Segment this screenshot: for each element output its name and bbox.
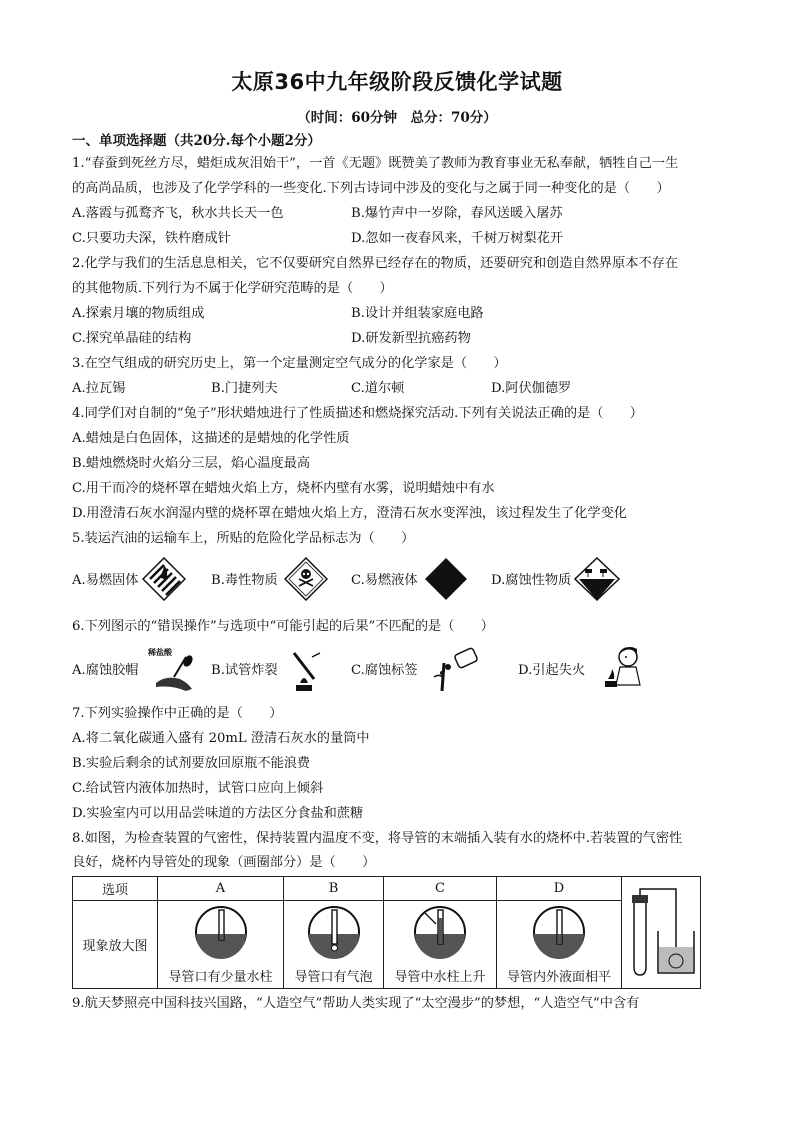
option-c-cell bbox=[384, 901, 497, 989]
q2-stem-line2: 的其他物质.下列行为不属于化学研究范畴的是（ ） bbox=[72, 281, 393, 296]
q8-stem-line2: 良好，烧杯内导管处的现象（画圈部分）是（ ） bbox=[72, 855, 376, 870]
q6-option-c: C.腐蚀标签 bbox=[351, 663, 418, 678]
q6-options-row bbox=[72, 645, 722, 691]
q3-stem: 3.在空气组成的研究历史上，第一个定量测定空气成分的化学家是（ ） bbox=[72, 356, 507, 371]
page-title: 太原36中九年级阶段反馈化学试题 bbox=[231, 70, 563, 94]
q4-option-d: D.用澄清石灰水润湿内壁的烧杯罩在蜡烛火焰上方，澄清石灰水变浑浊，该过程发生了化学变化 bbox=[72, 506, 627, 521]
table-header-cell: 选项 bbox=[73, 877, 158, 901]
apparatus-diagram-cell bbox=[622, 877, 701, 989]
q5-option-b: B.毒性物质 bbox=[211, 573, 278, 588]
corrosive-sign-icon bbox=[574, 557, 620, 601]
q1-option-a: A.落霞与孤鹜齐飞，秋水共长天一色 bbox=[72, 206, 284, 221]
option-c-caption: 导管中水柱上升 bbox=[394, 970, 486, 985]
table-header-cell: D bbox=[497, 877, 622, 901]
magnified-view-c-icon bbox=[412, 904, 468, 960]
q1-option-d: D.忽如一夜春风来，千树万树梨花开 bbox=[351, 231, 564, 246]
option-b-cell bbox=[284, 901, 384, 989]
q5-option-c: C.易燃液体 bbox=[351, 573, 418, 588]
table-header-cell: C bbox=[384, 877, 497, 901]
q3-option-d: D.阿伏伽德罗 bbox=[491, 381, 572, 396]
q4-stem: 4.同学们对自制的“兔子”形状蜡烛进行了性质描述和燃烧探究活动.下列有关说法正确的是（ ） bbox=[72, 406, 643, 421]
q7-option-b: B.实验后剩余的试剂要放回原瓶不能浪费 bbox=[72, 756, 311, 771]
test-tube-heating-icon bbox=[284, 649, 324, 693]
airtightness-apparatus-icon bbox=[626, 881, 696, 981]
table-row-label: 现象放大图 bbox=[73, 901, 158, 989]
q7-option-d: D.实验室内可以用品尝味道的方法区分食盐和蔗糖 bbox=[72, 806, 364, 821]
exam-info: （时间：60分钟 总分：70分） bbox=[297, 110, 497, 126]
dropper-inverted-icon bbox=[146, 655, 206, 693]
q5-option-a: A.易燃固体 bbox=[72, 573, 139, 588]
q2-option-b: B.设计并组装家庭电路 bbox=[351, 306, 484, 321]
option-d-cell bbox=[497, 901, 622, 989]
magnified-view-a-icon bbox=[193, 904, 249, 960]
q2-option-d: D.研发新型抗癌药物 bbox=[351, 331, 471, 346]
q5-stem: 5.装运汽油的运输车上，所贴的危险化学品标志为（ ） bbox=[72, 531, 415, 546]
pouring-reagent-icon bbox=[432, 647, 484, 693]
option-a-caption: 导管口有少量水柱 bbox=[168, 970, 273, 985]
magnified-view-d-icon bbox=[531, 904, 587, 960]
q4-option-c: C.用干而冷的烧杯罩在蜡烛火焰上方，烧杯内壁有水雾，说明蜡烛中有水 bbox=[72, 481, 495, 496]
q7-option-a: A.将二氧化碳通入盛有 20mL 澄清石灰水的量筒中 bbox=[72, 731, 370, 746]
q8-stem-line1: 8.如图，为检查装置的气密性，保持装置内温度不变，将导管的末端插入装有水的烧杯中.若装置的气密性 bbox=[72, 831, 683, 846]
q3-option-c: C.道尔顿 bbox=[351, 381, 405, 396]
q6-option-a: A.腐蚀胶帽 bbox=[72, 663, 139, 678]
q2-option-c: C.探究单晶硅的结构 bbox=[72, 331, 192, 346]
q6-option-b: B.试管炸裂 bbox=[211, 663, 278, 678]
q7-option-c: C.给试管内液体加热时，试管口应向上倾斜 bbox=[72, 781, 324, 796]
blowing-out-lamp-icon bbox=[602, 645, 642, 693]
toxic-sign-icon bbox=[284, 557, 328, 601]
q2-option-a: A.探索月壤的物质组成 bbox=[72, 306, 205, 321]
q5-options-row bbox=[72, 555, 722, 601]
q6-option-d: D.引起失火 bbox=[518, 663, 586, 678]
option-a-cell bbox=[158, 901, 284, 989]
flammable-solid-sign-icon bbox=[142, 557, 186, 601]
q6-stem: 6.下列图示的“错误操作”与选项中“可能引起的后果”不匹配的是（ ） bbox=[72, 619, 494, 634]
q5-option-d: D.腐蚀性物质 bbox=[491, 573, 572, 588]
magnified-view-b-icon bbox=[306, 904, 362, 960]
q9-stem-line1: 9.航天梦照亮中国科技兴国路，“人造空气”帮助人类实现了“太空漫步”的梦想，“人造空气”中含有 bbox=[72, 996, 640, 1011]
table-header-cell: A bbox=[158, 877, 284, 901]
q8-options-table bbox=[72, 876, 701, 989]
option-b-caption: 导管口有气泡 bbox=[294, 970, 373, 985]
q4-option-b: B.蜡烛燃烧时火焰分三层，焰心温度最高 bbox=[72, 456, 311, 471]
q1-option-c: C.只要功夫深，铁杵磨成针 bbox=[72, 231, 231, 246]
q1-option-b: B.爆竹声中一岁除，春风送暖入屠苏 bbox=[351, 206, 563, 221]
q1-stem-line2: 的高尚品质，也涉及了化学学科的一些变化.下列古诗词中涉及的变化与之属于同一种变化的是（ ） bbox=[72, 181, 670, 196]
q4-option-a: A.蜡烛是白色固体，这描述的是蜡烛的化学性质 bbox=[72, 431, 350, 446]
table-header-cell: B bbox=[284, 877, 384, 901]
q3-option-a: A.拉瓦锡 bbox=[72, 381, 126, 396]
q3-option-b: B.门捷列夫 bbox=[211, 381, 278, 396]
section-heading: 一、单项选择题（共20分.每个小题2分） bbox=[72, 133, 321, 149]
dilute-hcl-label: 稀盐酸 bbox=[148, 648, 172, 657]
option-d-caption: 导管内外液面相平 bbox=[506, 970, 611, 985]
flammable-liquid-sign-icon bbox=[424, 557, 468, 601]
q2-stem-line1: 2.化学与我们的生活息息相关，它不仅要研究自然界已经存在的物质，还要研究和创造自然界原本不存在 bbox=[72, 256, 679, 271]
q1-stem-line1: 1.“春蚕到死丝方尽，蜡炬成灰泪始干”，一首《无题》既赞美了教师为教育事业无私奉献，牺牲自己一生 bbox=[72, 156, 679, 171]
q7-stem: 7.下列实验操作中正确的是（ ） bbox=[72, 706, 283, 721]
